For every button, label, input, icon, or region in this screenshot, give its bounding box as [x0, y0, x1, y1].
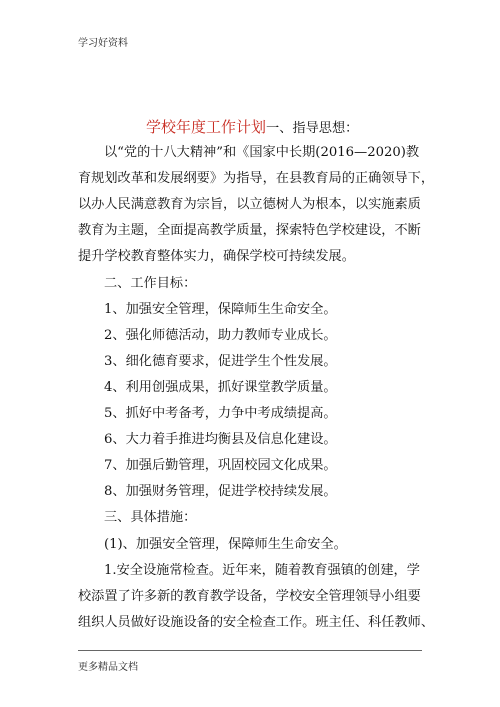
measure-heading: (1)、加强安全管理，保障师生生命安全。 [104, 536, 347, 552]
goal-item: 3、细化德育要求，促进学生个性发展。 [104, 353, 337, 369]
paragraph-line: 以“党的十八大精神”和《国家中长期(2016—2020)教 [104, 145, 420, 161]
paragraph-line: 提升学校教育整体实力，确保学校可持续发展。 [78, 249, 355, 265]
paragraph-line: 校添置了许多新的教育教学设备，学校安全管理领导小组要 [78, 588, 421, 604]
goal-item: 5、抓好中考备考，力争中考成绩提高。 [104, 406, 337, 422]
section-heading-1: 一、指导思想： [266, 121, 359, 136]
document-body [78, 114, 434, 636]
paragraph-line: 组织人员做好设施设备的安全检查工作。班主任、科任教师、 [78, 614, 434, 630]
goal-item: 7、加强后勤管理，巩固校园文化成果。 [104, 458, 337, 474]
goal-item: 8、加强财务管理，促进学校持续发展。 [104, 484, 337, 500]
goal-item: 2、强化师德活动，助力教师专业成长。 [104, 327, 337, 343]
section-heading-2: 二、工作目标： [104, 275, 197, 291]
goal-item: 6、大力着手推进均衡县及信息化建设。 [104, 432, 337, 448]
section-heading-3: 三、具体措施： [104, 510, 197, 526]
goal-item: 1、加强安全管理，保障师生生命安全。 [104, 301, 337, 317]
paragraph-line: 1.安全设施常检查。近年来，随着教育强镇的创建，学 [104, 562, 420, 578]
paragraph-line: 以办人民满意教育为宗旨，以立德树人为根本，以实施素质 [78, 197, 421, 213]
paragraph-line: 教育为主题，全面提高教学质量，探索特色学校建设，不断 [78, 223, 421, 239]
footer-note: 更多精品文档 [78, 662, 138, 673]
goal-item: 4、利用创强成果，抓好课堂教学质量。 [104, 379, 337, 395]
footer-divider [78, 650, 422, 651]
paragraph-line: 育规划改革和发展纲要》为指导，在县教育局的正确领导下， [78, 171, 434, 187]
header-note: 学习好资料 [78, 38, 128, 49]
title-red-text: 学校年度工作计划 [146, 118, 267, 136]
document-title [78, 114, 434, 140]
